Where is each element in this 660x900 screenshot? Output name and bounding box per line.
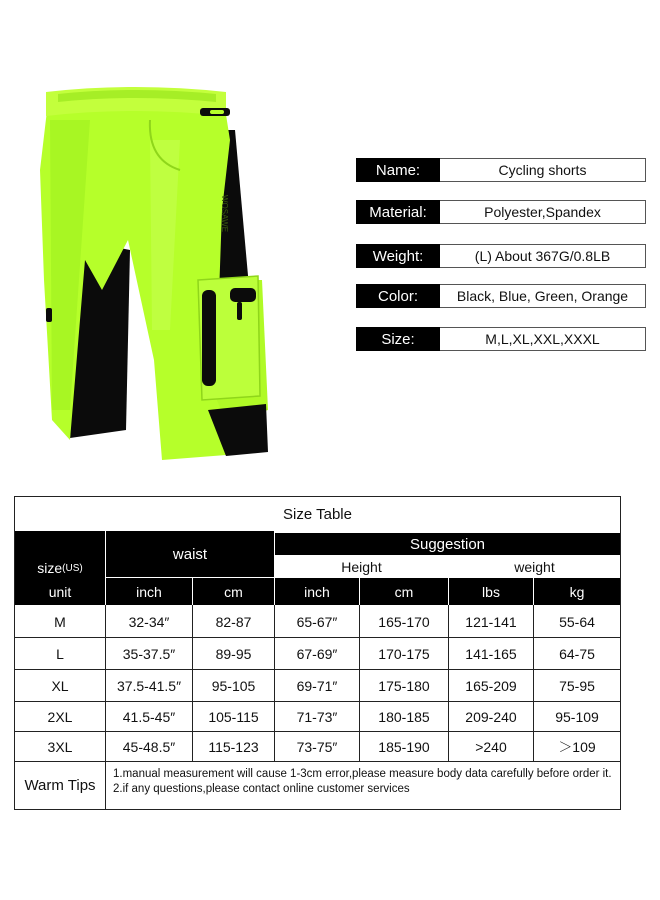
size-table-title: Size Table bbox=[15, 497, 620, 531]
table-cell: 165-209 bbox=[465, 677, 517, 694]
table-cell: 170-175 bbox=[378, 645, 430, 662]
side-tab bbox=[46, 308, 52, 322]
table-cell: 209-240 bbox=[465, 708, 517, 725]
table-cell: 37.5-41.5″ bbox=[116, 677, 182, 694]
table-cell: 115-123 bbox=[208, 738, 259, 755]
table-cell: 64-75 bbox=[559, 645, 595, 662]
spec-value: Polyester,Spandex bbox=[440, 200, 646, 224]
warm-tips-text bbox=[113, 767, 618, 797]
table-cell: 75-95 bbox=[559, 677, 595, 694]
table-cell: 67-69″ bbox=[296, 645, 338, 662]
table-cell: 45-48.5″ bbox=[122, 738, 176, 755]
size-unit-note: (US) bbox=[62, 562, 83, 574]
cycling-shorts-image bbox=[30, 80, 280, 460]
spec-label: Material: bbox=[356, 200, 440, 224]
table-cell: M bbox=[54, 614, 66, 630]
table-cell: 32-34″ bbox=[128, 614, 170, 630]
waist-header: waist bbox=[106, 531, 274, 577]
spec-value: Cycling shorts bbox=[440, 158, 646, 182]
table-cell: 3XL bbox=[47, 738, 73, 755]
table-cell: L bbox=[56, 645, 64, 662]
size-header: size bbox=[37, 560, 63, 576]
weight-header: weight bbox=[449, 556, 620, 577]
unit-cell: lbs bbox=[449, 578, 533, 605]
table-cell: 55-64 bbox=[559, 614, 595, 630]
spec-label: Color: bbox=[356, 284, 440, 308]
suggestion-header: Suggestion bbox=[275, 533, 620, 555]
unit-cell: inch bbox=[275, 578, 359, 605]
spec-value: M,L,XL,XXL,XXXL bbox=[440, 327, 646, 351]
table-cell: 165-170 bbox=[378, 614, 430, 630]
table-cell: 95-109 bbox=[555, 708, 599, 725]
table-cell: >240 bbox=[475, 738, 507, 755]
height-header: Height bbox=[275, 556, 448, 577]
waist-tab-inner bbox=[210, 110, 224, 114]
spec-label: Weight: bbox=[356, 244, 440, 268]
table-cell: 35-37.5″ bbox=[122, 645, 176, 662]
spec-row-name bbox=[356, 158, 646, 182]
table-cell: 175-180 bbox=[378, 677, 430, 694]
cargo-zipper-vertical bbox=[202, 290, 216, 386]
table-cell: 180-185 bbox=[378, 708, 430, 725]
warm-tips-label: Warm Tips bbox=[24, 777, 96, 794]
table-cell: ＞109 bbox=[558, 738, 596, 755]
table-cell: 65-67″ bbox=[296, 614, 338, 630]
brand-text: WOSAWE bbox=[220, 195, 229, 233]
unit-cell: cm bbox=[193, 578, 274, 605]
table-cell: 82-87 bbox=[215, 614, 252, 630]
table-cell: 95-105 bbox=[211, 677, 256, 694]
tip-line: 1.manual measurement will cause 1-3cm error,please measure body data carefully before order it. bbox=[113, 768, 612, 780]
table-cell: 2XL bbox=[47, 708, 73, 725]
spec-row-material bbox=[356, 200, 646, 224]
table-cell: 141-165 bbox=[465, 645, 517, 662]
unit-cell: inch bbox=[106, 578, 192, 605]
spec-row-color bbox=[356, 284, 646, 308]
spec-row-size bbox=[356, 327, 646, 351]
table-cell: 121-141 bbox=[465, 614, 517, 630]
unit-cell: unit bbox=[15, 578, 105, 605]
table-cell: 105-115 bbox=[208, 708, 259, 725]
table-cell: 89-95 bbox=[215, 645, 252, 662]
zipper-pull bbox=[237, 302, 242, 320]
table-cell: 69-71″ bbox=[296, 677, 338, 694]
table-cell: XL bbox=[51, 677, 69, 694]
tip-line: 2.if any questions,please contact online customer services bbox=[113, 783, 410, 795]
spec-row-weight bbox=[356, 244, 646, 268]
spec-value: (L) About 367G/0.8LB bbox=[440, 244, 646, 268]
table-cell: 185-190 bbox=[378, 738, 430, 755]
table-cell: 71-73″ bbox=[296, 708, 338, 725]
table-cell: 73-75″ bbox=[296, 738, 338, 755]
table-cell: 41.5-45″ bbox=[122, 708, 176, 725]
unit-cell: cm bbox=[360, 578, 448, 605]
spec-label: Name: bbox=[356, 158, 440, 182]
spec-label: Size: bbox=[356, 327, 440, 351]
unit-cell: kg bbox=[534, 578, 620, 605]
spec-value: Black, Blue, Green, Orange bbox=[440, 284, 646, 308]
cargo-zipper-horizontal bbox=[230, 288, 256, 302]
size-table bbox=[14, 496, 621, 810]
